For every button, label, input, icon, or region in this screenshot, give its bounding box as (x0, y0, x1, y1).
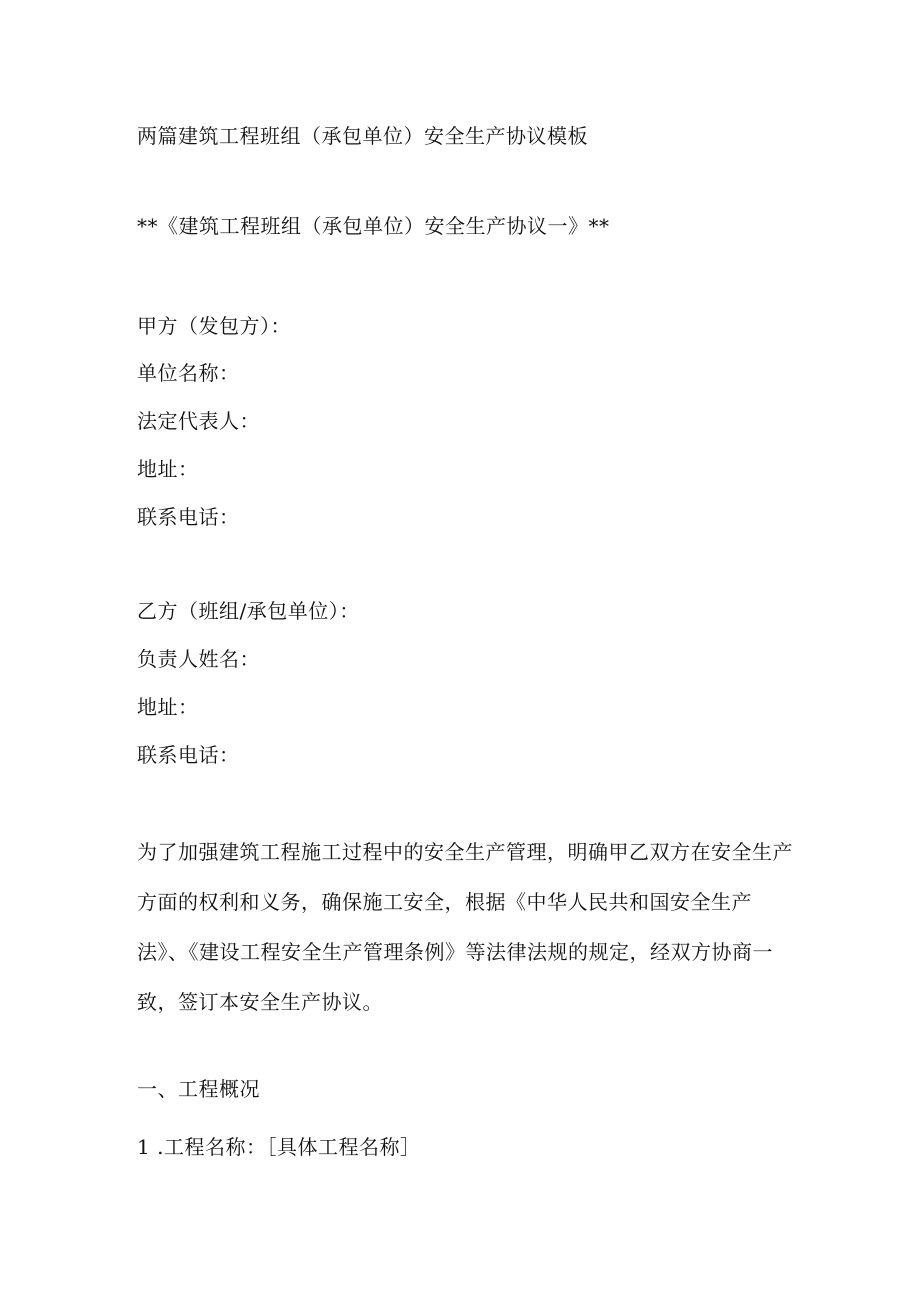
intro-line: 为了加强建筑工程施工过程中的安全生产管理，明确甲乙双方在安全生产 (137, 840, 793, 864)
intro-line: 法》、《建设工程安全生产管理条例》等法律法规的规定，经双方协商一 (137, 940, 773, 964)
party-a-phone: 联系电话： (137, 505, 240, 529)
party-a-heading: 甲方（发包方）： (137, 314, 291, 338)
section-1-heading: 一、工程概况 (137, 1077, 260, 1101)
party-b-phone: 联系电话： (137, 743, 240, 767)
party-a-legal-rep: 法定代表人： (137, 409, 260, 433)
party-b-leader-name: 负责人姓名： (137, 647, 260, 671)
project-name-item: 1 .工程名称：［具体工程名称］ (137, 1135, 421, 1159)
party-b-heading: 乙方（班组/承包单位）： (137, 599, 360, 623)
intro-paragraph (137, 827, 802, 1027)
party-a-address: 地址： (137, 457, 199, 481)
intro-line: 方面的权利和义务，确保施工安全，根据《中华人民共和国安全生产 (137, 890, 752, 914)
party-b-address: 地址： (137, 695, 199, 719)
party-a-unit-name: 单位名称： (137, 361, 240, 385)
agreement-subtitle: **《建筑工程班组（承包单位）安全生产协议一》** (137, 214, 610, 238)
document-title: 两篇建筑工程班组（承包单位）安全生产协议模板 (137, 124, 588, 148)
intro-line: 致，签订本安全生产协议。 (137, 990, 383, 1014)
